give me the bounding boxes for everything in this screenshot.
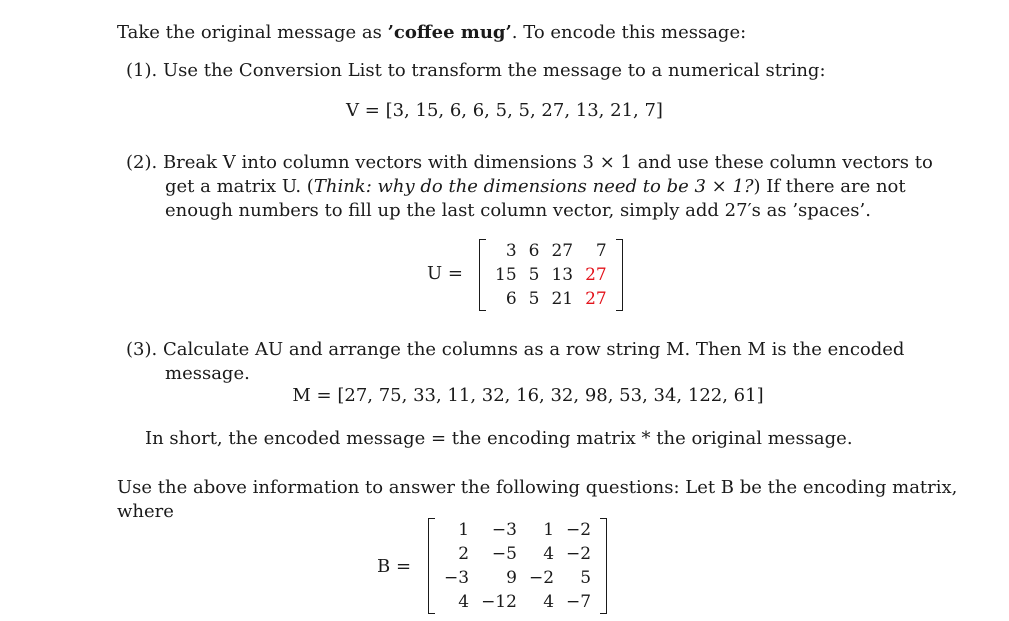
m-equation: M = [27, 75, 33, 11, 32, 16, 32, 98, 53, 34, 122, 61]	[292, 385, 764, 406]
b-matrix-cell: −3	[444, 568, 470, 588]
step2-line2-b: ) If there are not	[753, 176, 906, 197]
u-matrix-cell: 15	[495, 265, 517, 285]
b-matrix-cell: −2	[566, 544, 592, 564]
b-matrix-row	[438, 542, 597, 566]
u-matrix	[479, 239, 623, 311]
b-matrix-cell: 9	[506, 568, 517, 588]
b-matrix-cell: −7	[566, 592, 592, 612]
u-left-bracket	[479, 239, 486, 311]
v-equation: V = [3, 15, 6, 6, 5, 5, 27, 13, 21, 7]	[346, 100, 663, 121]
u-matrix-cell: 21	[551, 289, 574, 309]
u-matrix-row	[489, 263, 613, 287]
b-matrix-row	[438, 590, 597, 614]
step3-line1: (3). Calculate AU and arrange the columns as a row string M. Then M is the encoded	[126, 339, 905, 360]
u-label: U =	[427, 263, 463, 284]
b-matrix-cell: 5	[580, 568, 592, 588]
u-matrix-cell: 27	[551, 241, 574, 261]
b-matrix-cell: 2	[458, 544, 470, 564]
intro-after: . To encode this message:	[511, 22, 747, 43]
intro-line	[117, 22, 746, 43]
u-matrix-cell: 27	[585, 289, 607, 309]
u-matrix-cell: 5	[528, 265, 540, 285]
question-line1: Use the above information to answer the following questions: Let B be the encoding matrix,	[117, 477, 958, 498]
step2-think: Think: why do the dimensions need to be 3 × 1?	[313, 176, 754, 197]
b-left-bracket	[428, 518, 435, 614]
b-matrix-cell: −2	[566, 520, 592, 540]
intro-message: ’coffee mug’	[387, 22, 512, 43]
step1-label: (1). Use the Conversion List to transform the message to a numerical string:	[126, 60, 826, 81]
b-matrix-table	[438, 518, 597, 614]
b-matrix-cell: −12	[481, 592, 517, 612]
b-label: B =	[377, 556, 412, 577]
u-right-bracket	[616, 239, 623, 311]
u-matrix-cell: 5	[528, 289, 540, 309]
step2-line1: (2). Break V into column vectors with dimensions 3 × 1 and use these column vectors to	[126, 152, 933, 173]
b-matrix-cell: 1	[458, 520, 470, 540]
u-matrix-row	[489, 239, 613, 263]
question-line2: where	[117, 501, 174, 522]
step2-line2	[165, 176, 906, 197]
u-matrix-cell: 6	[505, 289, 517, 309]
b-matrix-cell: 4	[543, 592, 555, 612]
b-matrix-cell: 4	[458, 592, 470, 612]
u-matrix-cell: 6	[528, 241, 540, 261]
u-matrix-row	[489, 287, 613, 311]
b-right-bracket	[600, 518, 607, 614]
u-matrix-cell: 7	[595, 241, 607, 261]
b-matrix	[428, 518, 607, 614]
u-matrix-cell: 13	[551, 265, 574, 285]
u-matrix-cell: 3	[505, 241, 517, 261]
b-matrix-cell: 4	[543, 544, 555, 564]
step2-line3: enough numbers to fill up the last column vector, simply add 27′s as ’spaces’.	[165, 200, 871, 221]
b-matrix-row	[438, 518, 597, 542]
summary: In short, the encoded message = the encoding matrix * the original message.	[145, 428, 853, 449]
b-matrix-row	[438, 566, 597, 590]
u-matrix-table	[489, 239, 613, 311]
u-matrix-cell: 27	[585, 265, 607, 285]
intro-before: Take the original message as	[117, 22, 388, 43]
step2-line2-a: get a matrix U. (	[165, 176, 314, 197]
b-matrix-cell: −2	[528, 568, 555, 588]
b-matrix-cell: −3	[491, 520, 517, 540]
b-matrix-cell: −5	[491, 544, 517, 564]
b-matrix-cell: 1	[543, 520, 555, 540]
step3-line2: message.	[165, 363, 250, 384]
